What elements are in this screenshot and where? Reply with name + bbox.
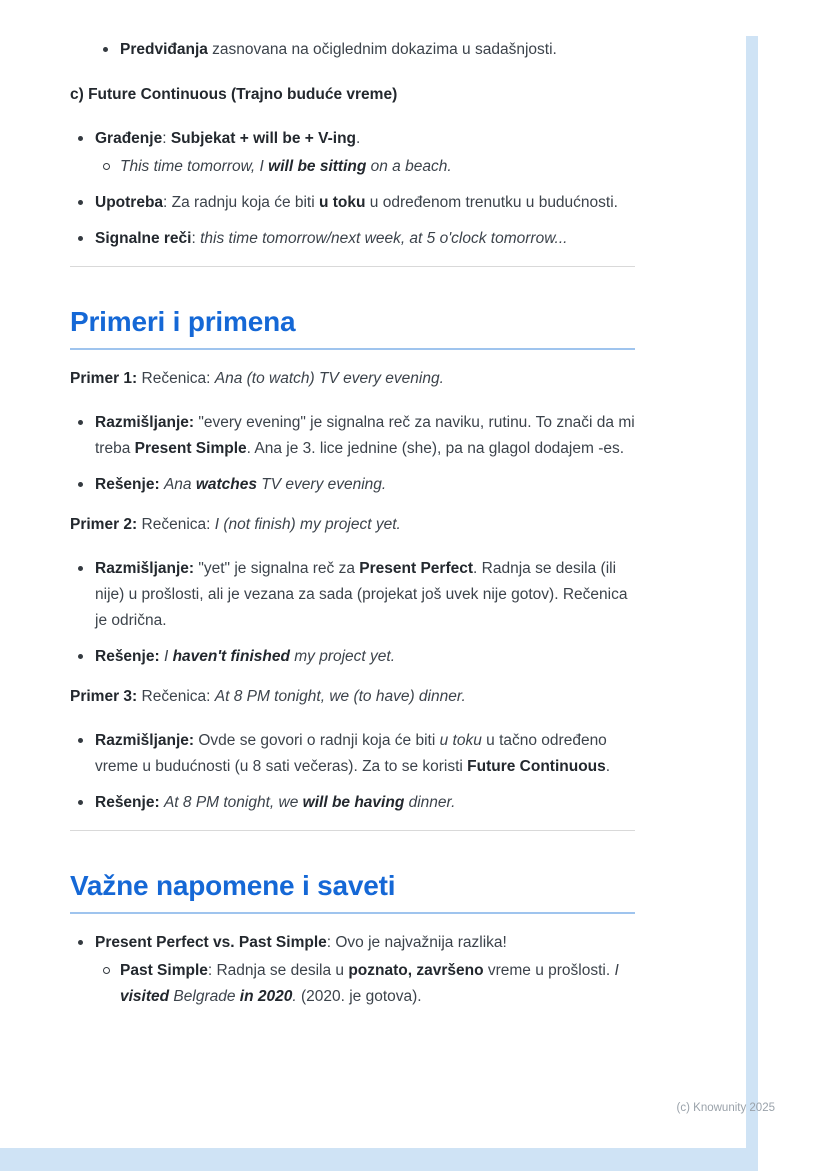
bullet-gradjenje-example [95,154,635,180]
bullet-primer3-razmisljanje-text: Razmišljanje: Ovde se govori o radnji koja će biti u toku u tačno određeno vreme u budućnosti (u 8 sati večeras). Za to se koristi Future Continuous. [95,732,611,775]
bullet-gradjenje [70,126,635,180]
primer3-intro-text: Primer 3: Rečenica: At 8 PM tonight, we (to have) dinner. [70,688,466,705]
bullet-signalne-reci-text: Signalne reči: this time tomorrow/next week, at 5 o'clock tomorrow... [95,230,568,247]
bullet-signalne-reci [70,226,635,252]
primer1-list [70,410,635,498]
bullet-primer2-razmisljanje-text: Razmišljanje: "yet" je signalna reč za Present Perfect. Radnja se desila (ili nije) u prošlosti, ali je vezana za sada (projekat još uvek nije gotov). Rečenica je odrična. [95,560,628,629]
section-divider-2 [70,830,635,831]
bullet-primer1-razmisljanje-text: Razmišljanje: "every evening" je signalna reč za naviku, rutinu. To znači da mi treba Present Simple. Ana je 3. lice jednine (she), pa na glagol dodajem -es. [95,414,635,457]
future-continuous-list [70,126,635,252]
page-edge-stripe-vertical [746,36,758,1171]
bullet-upotreba [70,190,635,216]
napomene-sublist [95,958,635,1010]
bullet-primer1-razmisljanje [70,410,635,462]
bullet-primer1-resenje-text: Rešenje: Ana watches TV every evening. [95,476,387,493]
bullet-gradjenje-text: Građenje: Subjekat + will be + V-ing. [95,130,361,147]
section-divider-1 [70,266,635,267]
bullet-predvidjanja-text: Predviđanja zasnovana na očiglednim dokazima u sadašnjosti. [120,41,557,58]
document-content [70,37,635,1024]
bullet-pp-vs-ps-text: Present Perfect vs. Past Simple: Ovo je najvažnija razlika! [95,934,507,951]
bullet-primer1-resenje [70,472,635,498]
bullet-pp-vs-ps [70,930,635,1010]
subheading-future-continuous-text: c) Future Continuous (Trajno buduće vreme) [70,86,398,103]
napomene-list [70,930,635,1010]
gradjenje-sublist [95,154,635,180]
bullet-primer2-resenje [70,644,635,670]
bullet-primer2-resenje-text: Rešenje: I haven't finished my project yet. [95,648,396,665]
footer-copyright: (c) Knowunity 2025 [676,1102,775,1114]
primer3-list [70,728,635,816]
bullet-past-simple [95,958,635,1010]
bullet-past-simple-text: Past Simple: Radnja se desila u poznato, završeno vreme u prošlosti. I visited Belgrade in 2020. (2020. je gotova). [120,962,619,1005]
bullet-predvidjanja [95,37,635,63]
bullet-primer3-razmisljanje [70,728,635,780]
intro-list [95,37,635,63]
heading-vazne-napomene: Važne napomene i saveti [70,869,635,914]
primer3-intro [70,684,635,710]
primer1-intro [70,366,635,392]
bullet-gradjenje-example-text: This time tomorrow, I will be sitting on a beach. [120,158,452,175]
bullet-upotreba-text: Upotreba: Za radnju koja će biti u toku u određenom trenutku u budućnosti. [95,194,618,211]
bullet-primer2-razmisljanje [70,556,635,634]
primer2-intro [70,512,635,538]
bullet-primer3-resenje [70,790,635,816]
subheading-future-continuous [70,82,635,108]
heading-primeri-i-primena: Primeri i primena [70,305,635,350]
primer2-intro-text: Primer 2: Rečenica: I (not finish) my project yet. [70,516,401,533]
page-edge-stripe-bottom [0,1148,746,1171]
primer2-list [70,556,635,670]
primer1-intro-text: Primer 1: Rečenica: Ana (to watch) TV every evening. [70,370,444,387]
bullet-primer3-resenje-text: Rešenje: At 8 PM tonight, we will be having dinner. [95,794,456,811]
